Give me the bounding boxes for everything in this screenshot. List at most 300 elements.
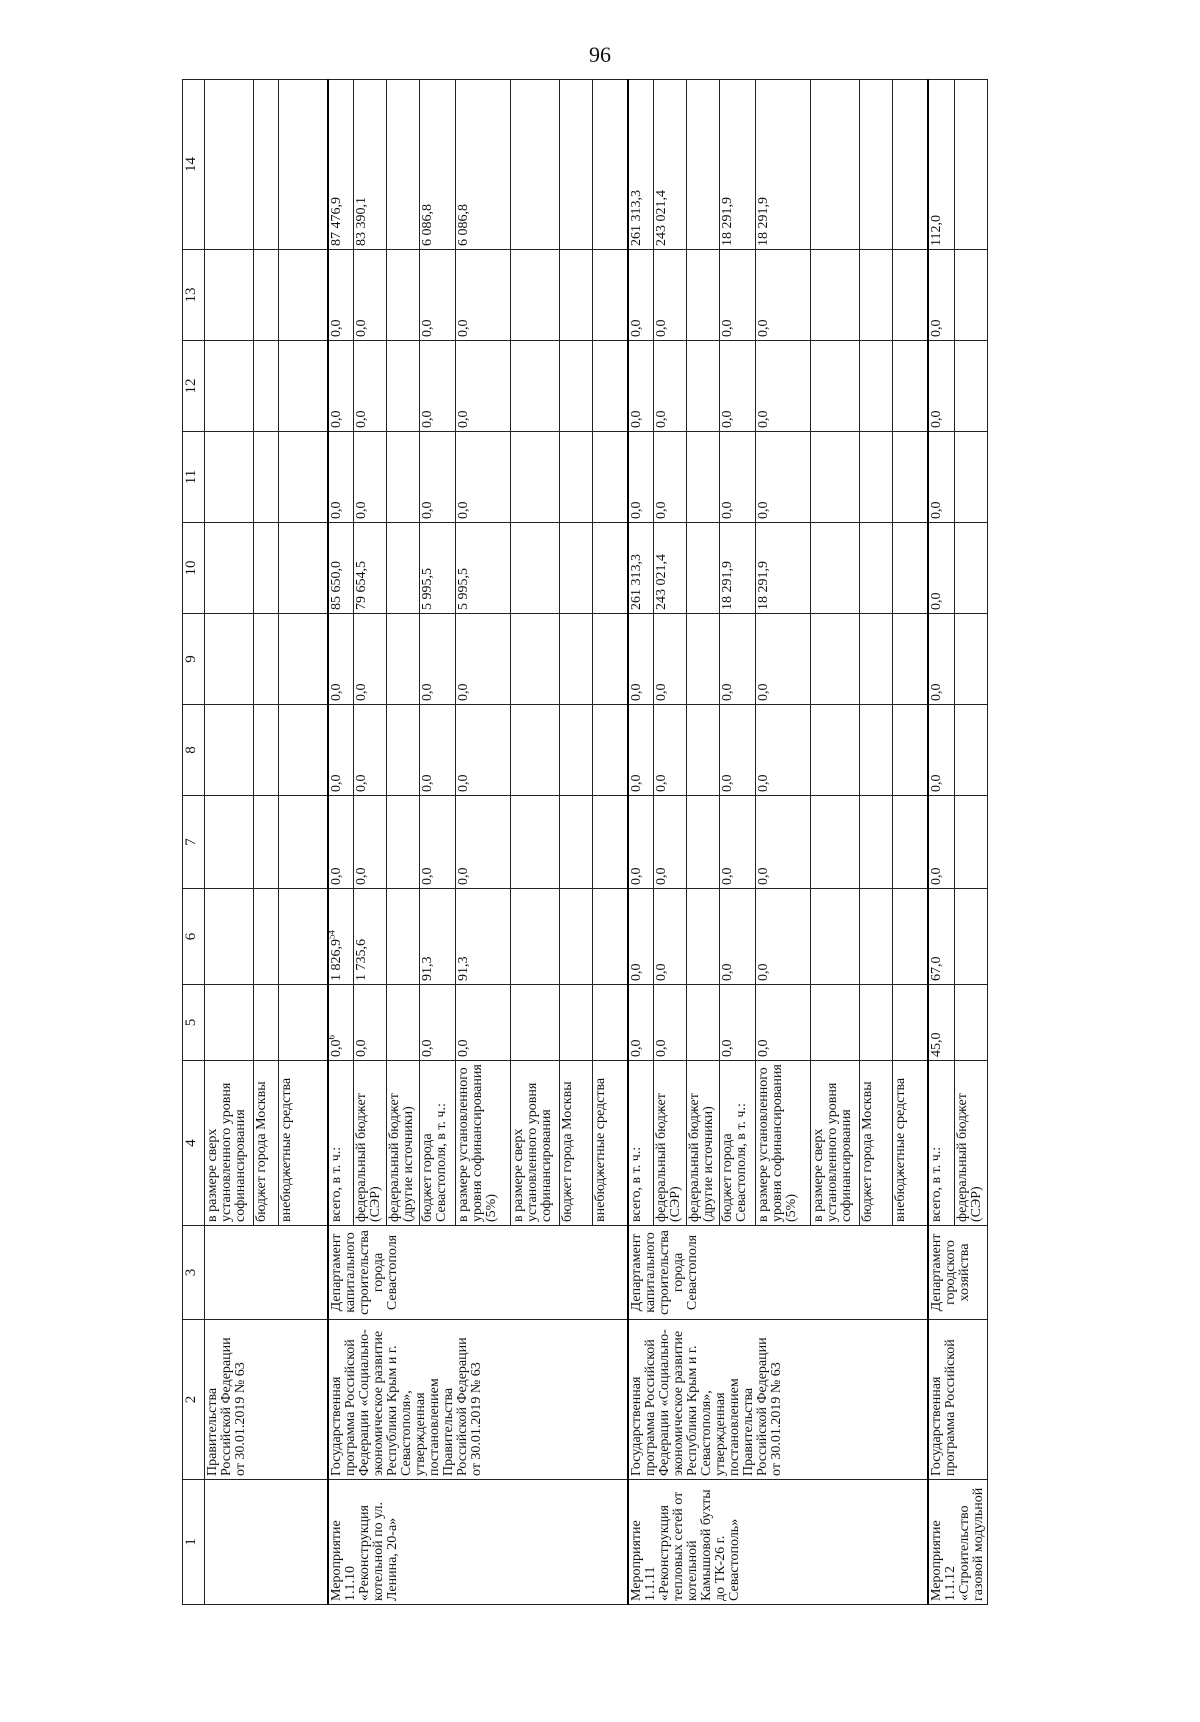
value-cell [811, 341, 860, 432]
value-cell [928, 889, 955, 985]
value-text: 0,0 [329, 1039, 344, 1057]
measure-cell: Мероприятие 1.1.11 «Реконструкция тепловых сетей от котельной Камышовой бухты до ТК-26 г. Севастополь» [628, 1480, 928, 1605]
program-cell: Правительства Российской Федерации от 30.01.2019 № 63 [205, 1320, 329, 1480]
value-cell [928, 341, 955, 432]
measure-cell [205, 1480, 329, 1605]
value-cell [756, 341, 811, 432]
funding-source-cell: в размере сверх установленного уровня софинансирования [811, 1061, 860, 1226]
value-cell [328, 796, 354, 889]
value-cell [955, 985, 988, 1061]
value-cell [628, 614, 654, 705]
value-text: 18 291,9 [720, 561, 735, 610]
value-cell [205, 80, 254, 250]
value-text: 0,0 [420, 1039, 435, 1057]
value-cell [456, 432, 511, 523]
value-text: 0,0 [329, 867, 344, 885]
value-cell [955, 705, 988, 796]
value-cell [593, 250, 629, 341]
value-cell [420, 523, 456, 614]
value-text: 0,0 [629, 963, 644, 981]
value-cell [560, 80, 593, 250]
value-cell [328, 432, 354, 523]
value-cell [560, 796, 593, 889]
value-text: 0,0 [456, 410, 471, 428]
value-cell [387, 796, 420, 889]
value-cell [756, 80, 811, 250]
value-cell [354, 614, 387, 705]
value-text: 5 995,5 [420, 568, 435, 610]
value-cell [593, 889, 629, 985]
value-text: 85 650,0 [329, 561, 344, 610]
value-text: 261 313,3 [629, 554, 644, 610]
value-text: 0,0 [756, 501, 771, 519]
value-cell [560, 985, 593, 1061]
value-cell [654, 705, 687, 796]
value-cell [593, 985, 629, 1061]
value-cell [387, 889, 420, 985]
value-cell [387, 705, 420, 796]
value-cell [756, 796, 811, 889]
program-cell: Государственная программа Российской Федерации «Социально-экономическое развитие Республики Крым и г. Севастополя», утвержденная постановлением Правительства Российской Федерации от 30.01.2019 № 63 [328, 1320, 628, 1480]
value-cell [593, 432, 629, 523]
value-cell [628, 523, 654, 614]
column-header: 13 [183, 250, 205, 341]
value-text: 0,0 [720, 1039, 735, 1057]
value-cell [893, 889, 929, 985]
value-text: 0,0 [929, 410, 944, 428]
value-text: 6 086,8 [420, 204, 435, 246]
value-cell [279, 796, 329, 889]
responsible-cell: Департамент городского хозяйства [928, 1226, 988, 1320]
value-cell [279, 250, 329, 341]
value-text: 0,0 [756, 963, 771, 981]
funding-source-cell: внебюджетные средства [279, 1061, 329, 1226]
value-cell [254, 80, 279, 250]
value-cell [955, 80, 988, 250]
column-header: 14 [183, 80, 205, 250]
value-cell [456, 985, 511, 1061]
value-cell [420, 985, 456, 1061]
value-cell [720, 614, 756, 705]
value-cell [720, 523, 756, 614]
budget-table [182, 79, 988, 1605]
value-cell [955, 250, 988, 341]
value-cell [720, 341, 756, 432]
value-text: 0,0 [354, 1039, 369, 1057]
value-cell [387, 523, 420, 614]
value-cell [928, 250, 955, 341]
value-cell [720, 705, 756, 796]
value-cell [511, 705, 560, 796]
value-cell [205, 889, 254, 985]
value-text: 0,0 [654, 683, 669, 701]
table-row [628, 80, 654, 1605]
value-cell [354, 432, 387, 523]
value-cell [756, 432, 811, 523]
value-cell [811, 80, 860, 250]
value-cell [279, 889, 329, 985]
value-cell [560, 341, 593, 432]
value-cell [928, 614, 955, 705]
value-cell [205, 985, 254, 1061]
value-cell [955, 341, 988, 432]
value-cell [254, 523, 279, 614]
table-row [328, 80, 354, 1605]
value-cell [928, 985, 955, 1061]
value-cell [205, 432, 254, 523]
value-cell [254, 614, 279, 705]
value-cell [279, 523, 329, 614]
value-text: 0,0 [756, 1039, 771, 1057]
page-number: 96 [589, 42, 611, 67]
funding-source-cell: бюджет города Севастополя, в т. ч.: [420, 1061, 456, 1226]
value-text: 0,0 [629, 501, 644, 519]
value-cell [687, 341, 720, 432]
value-cell [328, 523, 354, 614]
value-cell [860, 796, 893, 889]
column-header: 11 [183, 432, 205, 523]
value-text: 0,0 [456, 501, 471, 519]
column-header: 4 [183, 1061, 205, 1226]
value-cell [560, 889, 593, 985]
value-text: 0,0 [420, 319, 435, 337]
funding-source-cell: всего, в т. ч.: [928, 1061, 955, 1226]
column-header: 8 [183, 705, 205, 796]
value-cell [893, 796, 929, 889]
value-cell [279, 432, 329, 523]
funding-source-cell: в размере сверх установленного уровня софинансирования [205, 1061, 254, 1226]
value-cell [720, 80, 756, 250]
value-cell [860, 341, 893, 432]
value-cell [254, 985, 279, 1061]
value-text: 83 390,1 [354, 197, 369, 246]
column-header: 7 [183, 796, 205, 889]
value-cell [811, 614, 860, 705]
value-text: 0,0 [720, 319, 735, 337]
value-text: 0,0 [756, 319, 771, 337]
value-cell [420, 889, 456, 985]
value-cell [328, 985, 354, 1061]
value-cell [811, 889, 860, 985]
funding-source-cell: бюджет города Севастополя, в т. ч.: [720, 1061, 756, 1226]
responsible-cell: Департамент капитального строительства города Севастополя [628, 1226, 928, 1320]
value-cell [860, 523, 893, 614]
value-cell [279, 341, 329, 432]
funding-source-cell: федеральный бюджет (СЭР) [654, 1061, 687, 1226]
value-text: 91,3 [420, 956, 435, 981]
value-text: 0,0 [456, 319, 471, 337]
value-cell [720, 889, 756, 985]
value-cell [893, 985, 929, 1061]
header-row [183, 80, 205, 1605]
value-cell [420, 250, 456, 341]
column-header: 2 [183, 1320, 205, 1480]
funding-source-cell: всего, в т. ч.: [628, 1061, 654, 1226]
value-cell [756, 985, 811, 1061]
value-text: 67,0 [929, 956, 944, 981]
value-cell [928, 80, 955, 250]
value-cell [687, 889, 720, 985]
program-cell: Государственная программа Российской Федерации «Социально-экономическое развитие Республики Крым и г. Севастополя», утвержденная постановлением Правительства Российской Федерации от 30.01.2019 № 63 [628, 1320, 928, 1480]
value-text: 18 291,9 [756, 197, 771, 246]
value-cell [456, 889, 511, 985]
value-cell [928, 523, 955, 614]
measure-cell: Мероприятие 1.1.10 «Реконструкция котельной по ул. Ленина, 20-а» [328, 1480, 628, 1605]
value-cell [354, 250, 387, 341]
value-cell [955, 523, 988, 614]
value-text: 0,0 [456, 1039, 471, 1057]
value-cell [456, 523, 511, 614]
value-cell [756, 614, 811, 705]
value-text: 0,0 [329, 501, 344, 519]
value-cell [687, 796, 720, 889]
value-text: 0,0 [720, 867, 735, 885]
value-cell [628, 432, 654, 523]
value-cell [420, 432, 456, 523]
value-cell [928, 796, 955, 889]
value-cell [254, 250, 279, 341]
footnote-marker: 54 [326, 930, 337, 939]
value-cell [893, 432, 929, 523]
table-row [928, 80, 955, 1605]
measure-cell: Мероприятие 1.1.12 «Строительство газовой модульной [928, 1480, 988, 1605]
value-text: 0,0 [929, 683, 944, 701]
funding-source-cell: бюджет города Москвы [860, 1061, 893, 1226]
column-header: 1 [183, 1480, 205, 1605]
value-cell [654, 80, 687, 250]
value-cell [654, 614, 687, 705]
value-cell [756, 705, 811, 796]
value-cell [811, 985, 860, 1061]
funding-source-cell: в размере сверх установленного уровня софинансирования [511, 1061, 560, 1226]
value-cell [811, 705, 860, 796]
funding-source-cell: бюджет города Москвы [254, 1061, 279, 1226]
value-cell [928, 432, 955, 523]
value-cell [687, 250, 720, 341]
value-text: 0,0 [929, 501, 944, 519]
value-cell [328, 705, 354, 796]
value-cell [328, 889, 354, 985]
value-cell [860, 250, 893, 341]
value-text: 0,0 [929, 592, 944, 610]
value-cell [205, 523, 254, 614]
value-cell [955, 889, 988, 985]
value-text: 0,0 [420, 774, 435, 792]
value-text: 1 826,9 [329, 939, 344, 981]
value-cell [687, 523, 720, 614]
value-cell [328, 250, 354, 341]
value-cell [654, 341, 687, 432]
value-cell [654, 985, 687, 1061]
value-cell [254, 705, 279, 796]
value-cell [654, 432, 687, 523]
value-cell [560, 705, 593, 796]
value-cell [893, 250, 929, 341]
value-text: 87 476,9 [329, 197, 344, 246]
value-cell [511, 796, 560, 889]
value-text: 0,0 [629, 1039, 644, 1057]
value-text: 0,0 [354, 867, 369, 885]
rotated-table-container [182, 80, 1112, 1605]
value-text: 0,0 [654, 501, 669, 519]
value-cell [354, 796, 387, 889]
value-cell [811, 432, 860, 523]
value-cell [420, 796, 456, 889]
value-text: 243 021,4 [654, 190, 669, 246]
value-cell [279, 985, 329, 1061]
funding-source-cell: в размере установленного уровня софинансирования (5%) [456, 1061, 511, 1226]
value-text: 0,0 [929, 867, 944, 885]
column-header: 6 [183, 889, 205, 985]
value-text: 0,0 [720, 501, 735, 519]
value-cell [628, 250, 654, 341]
value-text: 5 995,5 [456, 568, 471, 610]
value-text: 0,0 [720, 410, 735, 428]
value-text: 0,0 [420, 501, 435, 519]
value-cell [456, 250, 511, 341]
value-text: 0,0 [756, 410, 771, 428]
funding-source-cell: в размере установленного уровня софинансирования (5%) [756, 1061, 811, 1226]
value-cell [420, 341, 456, 432]
funding-source-cell: федеральный бюджет (СЭР) [955, 1061, 988, 1226]
value-text: 0,0 [354, 774, 369, 792]
value-text: 261 313,3 [629, 190, 644, 246]
value-cell [893, 614, 929, 705]
funding-source-cell: внебюджетные средства [893, 1061, 929, 1226]
value-cell [687, 985, 720, 1061]
value-cell [511, 614, 560, 705]
column-header: 12 [183, 341, 205, 432]
value-cell [720, 432, 756, 523]
value-cell [628, 705, 654, 796]
value-cell [654, 889, 687, 985]
table-row [205, 80, 254, 1605]
value-cell [205, 796, 254, 889]
value-cell [955, 796, 988, 889]
value-cell [860, 985, 893, 1061]
value-cell [893, 341, 929, 432]
value-text: 79 654,5 [354, 561, 369, 610]
value-cell [860, 80, 893, 250]
value-cell [511, 523, 560, 614]
value-text: 0,0 [629, 683, 644, 701]
value-cell [928, 705, 955, 796]
value-cell [205, 614, 254, 705]
value-cell [387, 250, 420, 341]
column-header: 5 [183, 985, 205, 1061]
value-cell [511, 341, 560, 432]
value-cell [254, 432, 279, 523]
value-text: 0,0 [654, 867, 669, 885]
value-text: 18 291,9 [720, 197, 735, 246]
value-cell [205, 250, 254, 341]
funding-source-cell: федеральный бюджет (другие источники) [687, 1061, 720, 1226]
value-text: 0,0 [756, 774, 771, 792]
value-cell [955, 432, 988, 523]
value-cell [560, 432, 593, 523]
value-cell [720, 250, 756, 341]
value-text: 0,0 [654, 963, 669, 981]
funding-source-cell: всего, в т. ч.: [328, 1061, 354, 1226]
value-cell [893, 705, 929, 796]
value-cell [955, 614, 988, 705]
value-cell [860, 614, 893, 705]
value-cell [860, 889, 893, 985]
value-text: 0,0 [629, 410, 644, 428]
value-text: 45,0 [929, 1032, 944, 1057]
program-cell: Государственная программа Российской [928, 1320, 988, 1480]
value-cell [511, 250, 560, 341]
value-text: 0,0 [329, 774, 344, 792]
value-text: 0,0 [654, 319, 669, 337]
value-cell [387, 985, 420, 1061]
value-cell [254, 796, 279, 889]
value-cell [420, 705, 456, 796]
value-cell [328, 614, 354, 705]
value-cell [593, 341, 629, 432]
value-cell [354, 985, 387, 1061]
value-cell [354, 341, 387, 432]
value-cell [860, 705, 893, 796]
value-cell [254, 341, 279, 432]
value-cell [328, 80, 354, 250]
value-cell [593, 705, 629, 796]
value-text: 0,0 [654, 410, 669, 428]
value-cell [354, 705, 387, 796]
value-text: 0,0 [929, 774, 944, 792]
value-text: 0,0 [756, 867, 771, 885]
value-cell [511, 889, 560, 985]
column-header: 10 [183, 523, 205, 614]
value-text: 0,0 [354, 683, 369, 701]
column-header: 9 [183, 614, 205, 705]
value-text: 0,0 [654, 774, 669, 792]
value-text: 0,0 [354, 319, 369, 337]
responsible-cell [205, 1226, 329, 1320]
funding-source-cell: внебюджетные средства [593, 1061, 629, 1226]
value-cell [456, 614, 511, 705]
value-cell [593, 80, 629, 250]
value-cell [687, 80, 720, 250]
value-cell [387, 432, 420, 523]
value-cell [279, 80, 329, 250]
value-cell [279, 614, 329, 705]
value-cell [511, 432, 560, 523]
value-cell [687, 614, 720, 705]
value-cell [756, 889, 811, 985]
value-cell [420, 614, 456, 705]
value-cell [628, 341, 654, 432]
value-cell [387, 80, 420, 250]
value-cell [279, 705, 329, 796]
value-cell [811, 250, 860, 341]
value-cell [560, 523, 593, 614]
value-cell [687, 432, 720, 523]
value-text: 91,3 [456, 956, 471, 981]
value-text: 0,0 [456, 867, 471, 885]
value-cell [593, 523, 629, 614]
value-cell [720, 985, 756, 1061]
value-text: 6 086,8 [456, 204, 471, 246]
value-cell [687, 705, 720, 796]
value-text: 0,0 [929, 319, 944, 337]
funding-source-cell: бюджет города Москвы [560, 1061, 593, 1226]
value-cell [354, 889, 387, 985]
responsible-cell: Департамент капитального строительства города Севастополя [328, 1226, 628, 1320]
value-cell [205, 341, 254, 432]
value-cell [811, 796, 860, 889]
value-cell [654, 250, 687, 341]
